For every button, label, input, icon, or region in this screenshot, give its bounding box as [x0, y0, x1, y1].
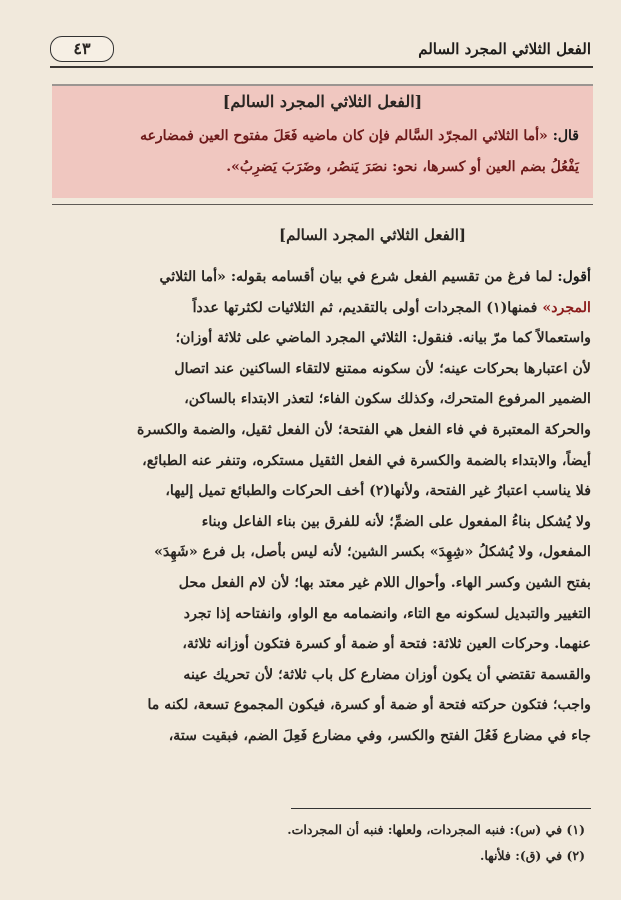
quote-label: قال:: [552, 128, 579, 144]
body-line: [56, 262, 591, 293]
body-line: لأن اعتبارها بحركات عينه؛ لأن سكونه ممتنع لالتقاء الساكنين عند اتصال: [174, 360, 591, 377]
body-line: الضمير المرفوع المتحرك، وكذلك سكون الفاء؛ لتعذر الابتداء بالساكن،: [184, 391, 591, 408]
box-bottom-rule: [52, 204, 593, 205]
body-line: أيضاً، والابتداء بالضمة والكسرة في الفعل الثقيل مستكره، وتنفر عنه الطبائع،: [142, 452, 591, 469]
quote-line-1-text: «أما الثلاثي المجرّد السَّالم فإن كان ماضيه فَعَلَ مفتوح العين فمضارعه: [140, 128, 548, 144]
body-line-2-text: فمنها(١) المجردات أولى بالتقديم، ثم الثلاثيات لكثرتها عدداً: [192, 299, 538, 316]
body-line: والحركة المعتبرة في فاء الفعل هي الفتحة؛ لأن الفعل ثقيل، والضمة والكسرة: [136, 421, 591, 438]
running-title: الفعل الثلاثي المجرد السالم: [418, 40, 591, 58]
footnote-2: (٢) في (ق): فلأنها.: [480, 848, 585, 863]
section-heading: [الفعل الثلاثي المجرد السالم]: [279, 226, 466, 244]
body-line: عنهما. وحركات العين ثلاثة: فتحة أو ضمة أو كسرة فتكون أوزانه ثلاثة،: [182, 636, 591, 653]
body-line: والقسمة تقتضي أن يكون أوزان مضارع كل باب ثلاثة؛ لأن تحريك عينه: [183, 666, 591, 683]
body-line: جاء في مضارع فَعُلَ الفتح والكسر، وفي مضارع فَعِلَ الضم، فبقيت ستة،: [168, 727, 591, 744]
body-line: [56, 293, 591, 324]
body-line: المفعول، ولا يُشكلُ «شِهِدَ» بكسر الشين؛ لأنه ليس بأصل، بل فرع «شَهِدَ»: [154, 544, 591, 561]
highlighted-term: المجرد»: [542, 299, 591, 316]
body-line: فلا يناسب اعتبارُ غير الفتحة، ولأنها(٢) أخف الحركات والطبائع تميل إليها،: [165, 483, 591, 500]
quoted-text-box: [52, 84, 593, 198]
page-header: [50, 34, 591, 64]
commentary-body: [56, 262, 591, 752]
commentary-label: أقول:: [557, 269, 591, 285]
body-line: واستعمالاً كما مرّ بيانه. فنقول: الثلاثي المجرد الماضي على ثلاثة أوزان؛: [175, 330, 591, 347]
quote-line-2: يَفْعُلُ بضم العين أو كسرها، نحو: نصَرَ يَنصُر، وضَرَبَ يَضرِبُ».: [226, 159, 579, 175]
box-heading: [الفعل الثلاثي المجرد السالم]: [222, 92, 423, 111]
body-line-1-text: لما فرغ من تقسيم الفعل شرع في بيان أقسامه بقوله: «أما الثلاثي: [159, 269, 553, 285]
quote-line-1: [66, 128, 579, 144]
body-line: التغيير والتبديل لسكونه مع التاء، وانضمامه مع الواو، وانفتاحه إذا تجرد: [183, 605, 591, 622]
footnote-1: (١) في (س): فنبه المجردات، ولعلها: فنبه أن المجردات.: [287, 822, 585, 837]
page-number: ٤٣: [50, 36, 114, 62]
footnote-rule: [291, 808, 591, 809]
body-line: ولا يُشكل بناءُ المفعول على الضمِّ؛ لأنه للفرق بين بناء الفاعل وبناء: [201, 513, 591, 530]
body-line: واجب؛ فتكون حركته فتحة أو ضمة أو كسرة، فيكون المجموع تسعة، لكنه ما: [147, 697, 591, 714]
header-rule: [50, 66, 593, 68]
body-line: بفتح الشين وكسر الهاء. وأحوال اللام غير معتد بها؛ لأن لام الفعل محل: [178, 574, 591, 591]
